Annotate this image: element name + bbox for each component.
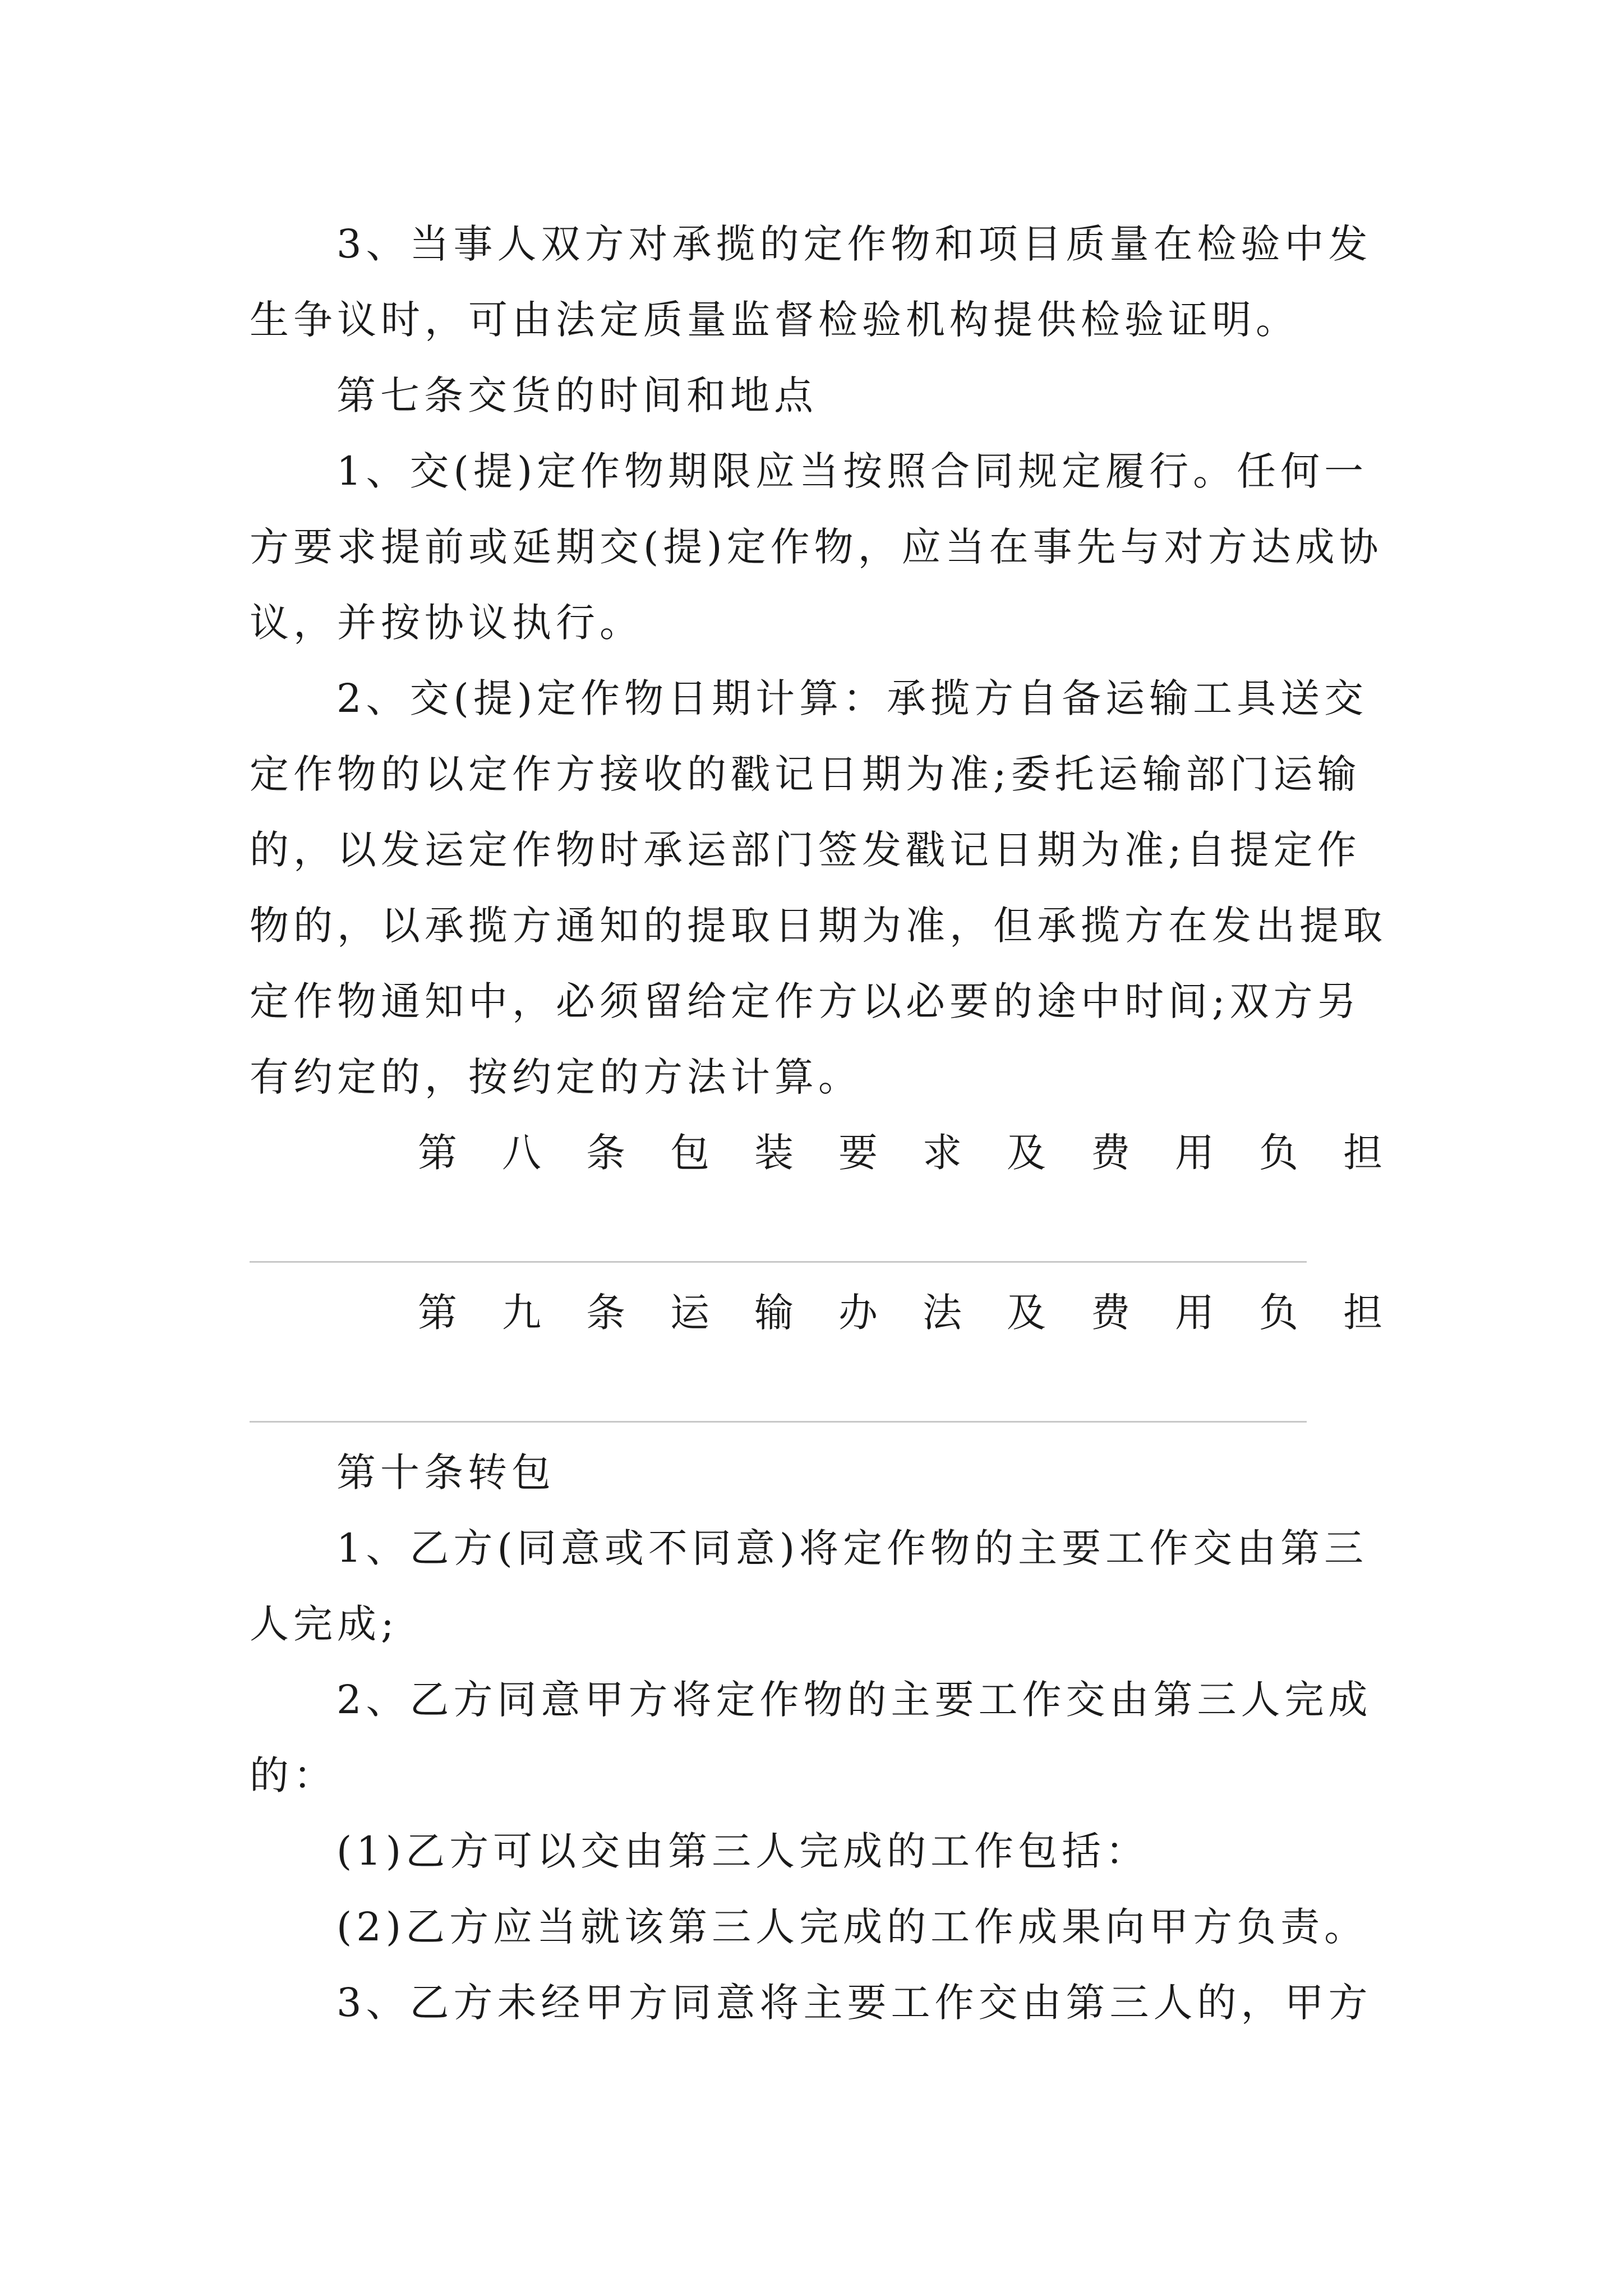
list-item: (2)乙方应当就该第三人完成的工作成果向甲方负责。: [336, 1904, 1368, 1950]
section-heading-article7: 第七条交货的时间和地点: [336, 372, 818, 418]
fill-in-blank-line: [250, 1421, 1307, 1423]
heading-char: 及: [1007, 1290, 1046, 1336]
paragraph-line: 人完成;: [250, 1601, 399, 1647]
paragraph-line: 2、乙方同意甲方将定作物的主要工作交由第三人完成: [336, 1677, 1372, 1723]
paragraph-line: 的：: [250, 1752, 337, 1798]
heading-char: 要: [838, 1130, 878, 1176]
heading-char: 输: [754, 1290, 794, 1336]
heading-char: 用: [1175, 1130, 1214, 1176]
heading-char: 费: [1091, 1130, 1130, 1176]
heading-char: 条: [586, 1130, 625, 1176]
paragraph-line: 定作物通知中，必须留给定作方以必要的途中时间;双方另: [250, 978, 1361, 1024]
paragraph-line: 定作物的以定作方接收的戳记日期为准;委托运输部门运输: [250, 751, 1361, 797]
heading-char: 担: [1343, 1130, 1382, 1176]
paragraph-line: 3、当事人双方对承揽的定作物和项目质量在检验中发: [336, 221, 1372, 267]
heading-char: 第: [418, 1290, 457, 1336]
heading-char: 条: [586, 1290, 625, 1336]
paragraph-line: 1、交(提)定作物期限应当按照合同规定履行。任何一: [336, 448, 1368, 494]
section-heading-article8: [418, 1125, 1382, 1181]
heading-char: 法: [923, 1290, 962, 1336]
paragraph-line: 物的，以承揽方通知的提取日期为准，但承揽方在发出提取: [250, 903, 1387, 949]
heading-char: 及: [1007, 1130, 1046, 1176]
heading-char: 包: [670, 1130, 709, 1176]
paragraph-line: 的，以发运定作物时承运部门签发戳记日期为准;自提定作: [250, 827, 1361, 873]
heading-char: 用: [1175, 1290, 1214, 1336]
heading-char: 运: [670, 1290, 709, 1336]
heading-char: 费: [1091, 1290, 1130, 1336]
heading-char: 办: [838, 1290, 878, 1336]
heading-char: 九: [502, 1290, 541, 1336]
fill-in-blank-line: [250, 1261, 1307, 1263]
paragraph-line: 生争议时，可由法定质量监督检验机构提供检验证明。: [250, 297, 1299, 343]
paragraph-line: 1、乙方(同意或不同意)将定作物的主要工作交由第三: [336, 1525, 1368, 1571]
section-heading-article9: [418, 1285, 1382, 1341]
heading-char: 求: [923, 1130, 962, 1176]
heading-char: 装: [754, 1130, 794, 1176]
paragraph-line: 3、乙方未经甲方同意将主要工作交由第三人的，甲方: [336, 1980, 1372, 2026]
paragraph-line: 议，并按协议执行。: [250, 600, 643, 646]
section-heading-article10: 第十条转包: [336, 1450, 555, 1496]
paragraph-line: 方要求提前或延期交(提)定作物，应当在事先与对方达成协: [250, 524, 1383, 570]
heading-char: 第: [418, 1130, 457, 1176]
heading-char: 八: [502, 1130, 541, 1176]
paragraph-line: 2、交(提)定作物日期计算：承揽方自备运输工具送交: [336, 675, 1368, 721]
paragraph-line: 有约定的，按约定的方法计算。: [250, 1054, 862, 1100]
heading-char: 负: [1259, 1290, 1298, 1336]
heading-char: 负: [1259, 1130, 1298, 1176]
list-item: (1)乙方可以交由第三人完成的工作包括：: [336, 1828, 1150, 1874]
heading-char: 担: [1343, 1290, 1382, 1336]
